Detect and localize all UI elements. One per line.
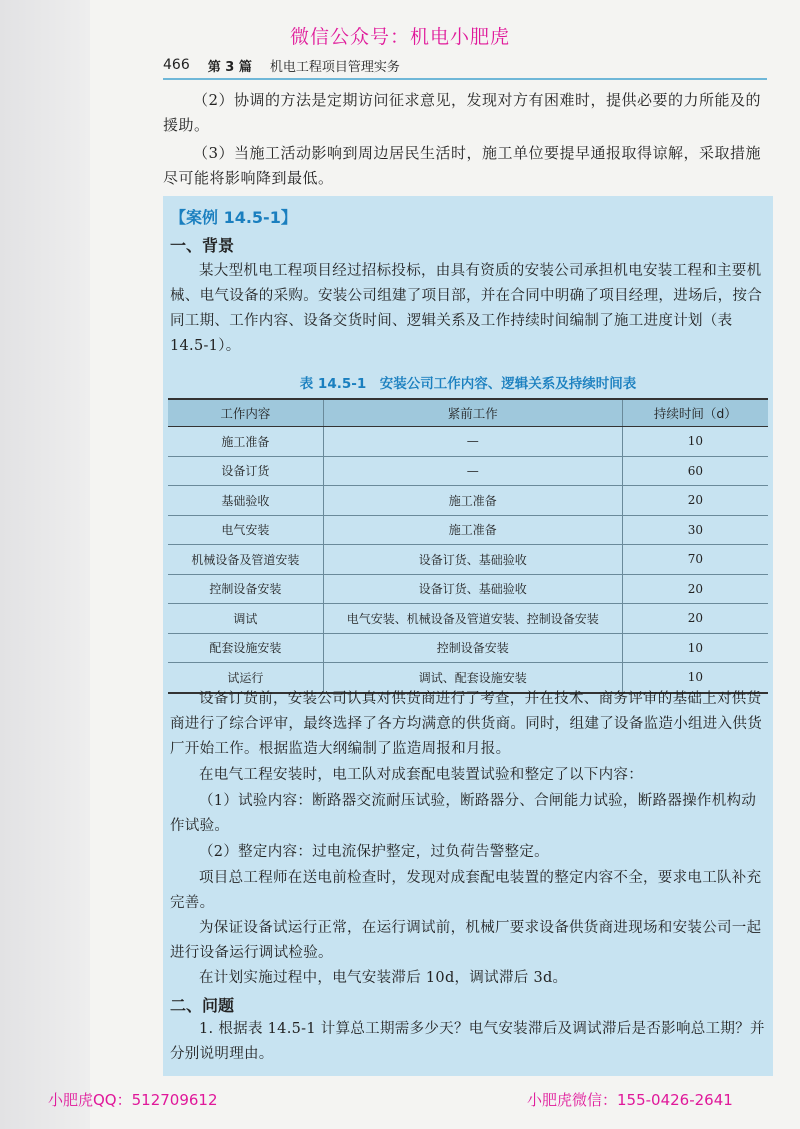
background-paragraph: 某大型机电工程项目经过招标投标，由具有资质的安装公司承担机电安装工程和主要机械、电气设备的采购。安装公司组建了项目部，并在合同中明确了项目经理，进场后，按合同工期、工作内容、设备交货时间、逻辑关系及工作持续时间编制了施工进度计划（表 14.5-1）。 — [170, 263, 762, 354]
background-heading: 一、背景 — [170, 236, 235, 255]
table-row — [168, 427, 768, 457]
cell-predecessor: 设备订货、基础验收 — [323, 574, 622, 604]
table-row — [168, 486, 768, 516]
cell-predecessor: 施工准备 — [323, 486, 622, 516]
cell-duration: 20 — [622, 574, 768, 604]
cell-predecessor: 控制设备安装 — [323, 633, 622, 663]
cell-predecessor: 调试、配套设施安装 — [323, 663, 622, 693]
electrical-paragraph: 在电气工程安装时，电工队对成套配电装置试验和整定了以下内容： — [199, 767, 643, 783]
cell-duration: 70 — [622, 545, 768, 575]
cell-duration: 10 — [622, 427, 768, 457]
header-predecessor: 紧前工作 — [323, 399, 622, 427]
delay-paragraph: 在计划实施过程中，电气安装滞后 10d，调试滞后 3d。 — [199, 970, 568, 986]
test-items-paragraph: （1）试验内容：断路器交流耐压试验，断路器分、合闸能力试验，断路器操作机构动作试验。 — [170, 793, 757, 834]
cell-duration: 10 — [622, 663, 768, 693]
header-title: 机电工程项目管理实务 — [269, 59, 400, 75]
question-paragraph: 1. 根据表 14.5-1 计算总工期需多少天？电气安装滞后及调试滞后是否影响总工期？并分别说明理由。 — [170, 1021, 765, 1062]
cell-work: 试运行 — [168, 663, 323, 693]
question-heading: 二、问题 — [170, 996, 235, 1015]
commissioning-paragraph: 为保证设备试运行正常，在运行调试前，机械厂要求设备供货商进现场和安装公司一起进行设备运行调试检验。 — [170, 920, 762, 961]
watermark-bottom-left: 小肥虎QQ：512709612 — [48, 1091, 218, 1109]
table-row — [168, 515, 768, 545]
schedule-table — [168, 398, 768, 694]
cell-work: 基础验收 — [168, 486, 323, 516]
header-duration: 持续时间（d） — [622, 399, 768, 427]
table-row — [168, 604, 768, 634]
header-work: 工作内容 — [168, 399, 323, 427]
cell-duration: 10 — [622, 633, 768, 663]
cell-work: 配套设施安装 — [168, 633, 323, 663]
cell-predecessor: — — [323, 427, 622, 457]
table-header-row — [168, 399, 768, 427]
watermark-bottom-right: 小肥虎微信：155-0426-2641 — [527, 1091, 733, 1109]
setting-items-paragraph: （2）整定内容：过电流保护整定，过负荷告警整定。 — [199, 844, 549, 860]
page-gutter-shadow — [0, 0, 90, 1129]
page-number: 466 — [163, 57, 190, 73]
watermark-top: 微信公众号：机电小肥虎 — [289, 26, 510, 48]
cell-predecessor: 施工准备 — [323, 515, 622, 545]
part-label: 第 3 篇 — [207, 59, 252, 75]
cell-predecessor: 电气安装、机械设备及管道安装、控制设备安装 — [323, 604, 622, 634]
intro-paragraph-2: （2）协调的方法是定期访问征求意见，发现对方有困难时，提供必要的力所能及的援助。 — [163, 91, 762, 134]
table-row — [168, 633, 768, 663]
cell-duration: 60 — [622, 456, 768, 486]
cell-duration: 20 — [622, 486, 768, 516]
table-caption: 表 14.5-1 安装公司工作内容、逻辑关系及持续时间表 — [299, 376, 637, 392]
table-row — [168, 456, 768, 486]
supplier-paragraph: 设备订货前，安装公司认真对供货商进行了考查，并在技术、商务评审的基础上对供货商进行了综合评审，最终选择了各方均满意的供货商。同时，组建了设备监造小组进入供货厂开始工作。根据监造大纲编制了监造周报和月报。 — [170, 691, 762, 757]
cell-duration: 20 — [622, 604, 768, 634]
cell-work: 机械设备及管道安装 — [168, 545, 323, 575]
cell-duration: 30 — [622, 515, 768, 545]
case-tag: 【案例 14.5-1】 — [170, 208, 297, 227]
intro-paragraph-3: （3）当施工活动影响到周边居民生活时，施工单位要提早通报取得谅解，采取措施尽可能将影响降到最低。 — [163, 144, 762, 187]
cell-predecessor: 设备订货、基础验收 — [323, 545, 622, 575]
cell-work: 调试 — [168, 604, 323, 634]
cell-predecessor: — — [323, 456, 622, 486]
cell-work: 施工准备 — [168, 427, 323, 457]
cell-work: 设备订货 — [168, 456, 323, 486]
cell-work: 控制设备安装 — [168, 574, 323, 604]
table-row — [168, 574, 768, 604]
running-header — [163, 52, 767, 80]
table-row — [168, 545, 768, 575]
engineer-check-paragraph: 项目总工程师在送电前检查时，发现对成套配电装置的整定内容不全，要求电工队补充完善。 — [170, 870, 762, 911]
cell-work: 电气安装 — [168, 515, 323, 545]
